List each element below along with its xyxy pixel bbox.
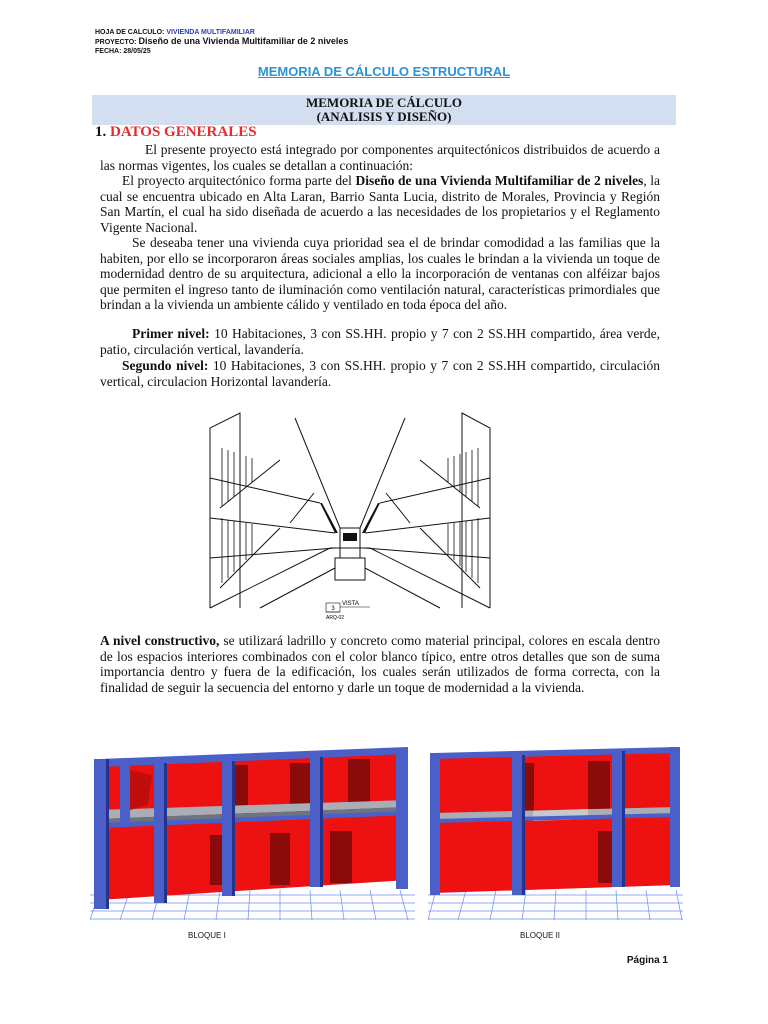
paragraph-second-level [100,358,660,389]
sheet-label: HOJA DE CALCULO: [95,29,165,36]
sketch-tag-label: VISTA [342,601,359,607]
sheet-value: VIVIENDA MULTIFAMILIAR [166,29,255,36]
project-value: Diseño de una Vivienda Multifamiliar de 2 niveles [138,36,349,46]
second-level-label: Segundo nivel: [122,358,209,373]
page-number: Página 1 [626,955,668,966]
band-line-1: MEMORIA DE CÁLCULO [305,95,462,110]
paragraph-construction [100,633,660,695]
p2-bold: Diseño de una Vivienda Multifamiliar de 2 niveles [355,173,644,188]
paragraph-project [100,173,660,235]
section-title: DATOS GENERALES [110,124,257,140]
second-level-text: 10 Habitaciones, 3 con SS.HH. propio y 7 con 2 SS.HH compartido, circulación vertical, circulacion Horizontal lavandería. [100,358,660,389]
caption-bloque-2: BLOQUE II [520,931,561,940]
first-level-text: 10 Habitaciones, 3 con SS.HH. propio y 7 con 2 SS.HH compartido, área verde, patio, circulación vertical, lavandería. [100,326,660,357]
caption-bloque-1: BLOQUE I [188,931,226,940]
paragraph-comfort: Se deseaba tener una vivienda cuya prioridad sea el de brindar comodidad a las familias que la habiten, por ello se incorporaron áreas sociales amplias, los cuales le brindan a la vivienda un toque de modernidad dentro de su arquitectura, adicional a ello la incorporación de ventanas con alféizar bajos que permiten el ingreso tanto de iluminación como ventilación natural, características primordiales que brindan a la vivienda un ambiente cálido y ventilado en toda época del año. [100,235,660,312]
sketch-tag-code: ARQ-02 [326,615,345,621]
band-line-2: (ANALISIS Y DISEÑO) [316,109,452,124]
paragraph-intro: El presente proyecto está integrado por componentes arquitectónicos distribuidos de acuerdo a las normas vigentes, los cuales se detallan a continuación: [100,142,660,173]
bloque-2-model [428,745,683,920]
date-line: FECHA: 28/05/25 [95,48,151,55]
document-header [95,28,348,56]
main-title: MEMORIA DE CÁLCULO ESTRUCTURAL [257,64,511,79]
p2-start: El proyecto arquitectónico forma parte del [122,173,356,188]
section-number: 1. [95,124,107,140]
construction-label: A nivel constructivo, [100,633,220,648]
project-label: PROYECTO: [95,39,137,46]
construction-text: se utilizará ladrillo y concreto como material principal, colores en escala dentro de los espacios interiores combinados con el color blanco típico, entre otros detalles que son de suma importancia dentro y fuera de la edificación, los cuales serán utilizados de forma correcta, con la finalidad de seguir la secuencia del entorno y darle un toque de modernidad a la vivienda. [100,633,660,695]
section-heading [95,124,257,141]
title-band [92,95,676,125]
bloque-1-model [90,745,415,920]
perspective-sketch [200,408,500,624]
p2-end: , la cual se encuentra ubicado en Alta Laran, Barrio Santa Lucia, distrito de Morales, Provincia y Región San Martín, el cual ha sido diseñada de acuerdo a las necesidades de los propietarios y el Reglamento Vigente Nacional. [100,173,660,235]
first-level-label: Primer nivel: [132,326,210,341]
sketch-tag-number: 3 [331,606,335,612]
paragraph-first-level [100,326,660,357]
